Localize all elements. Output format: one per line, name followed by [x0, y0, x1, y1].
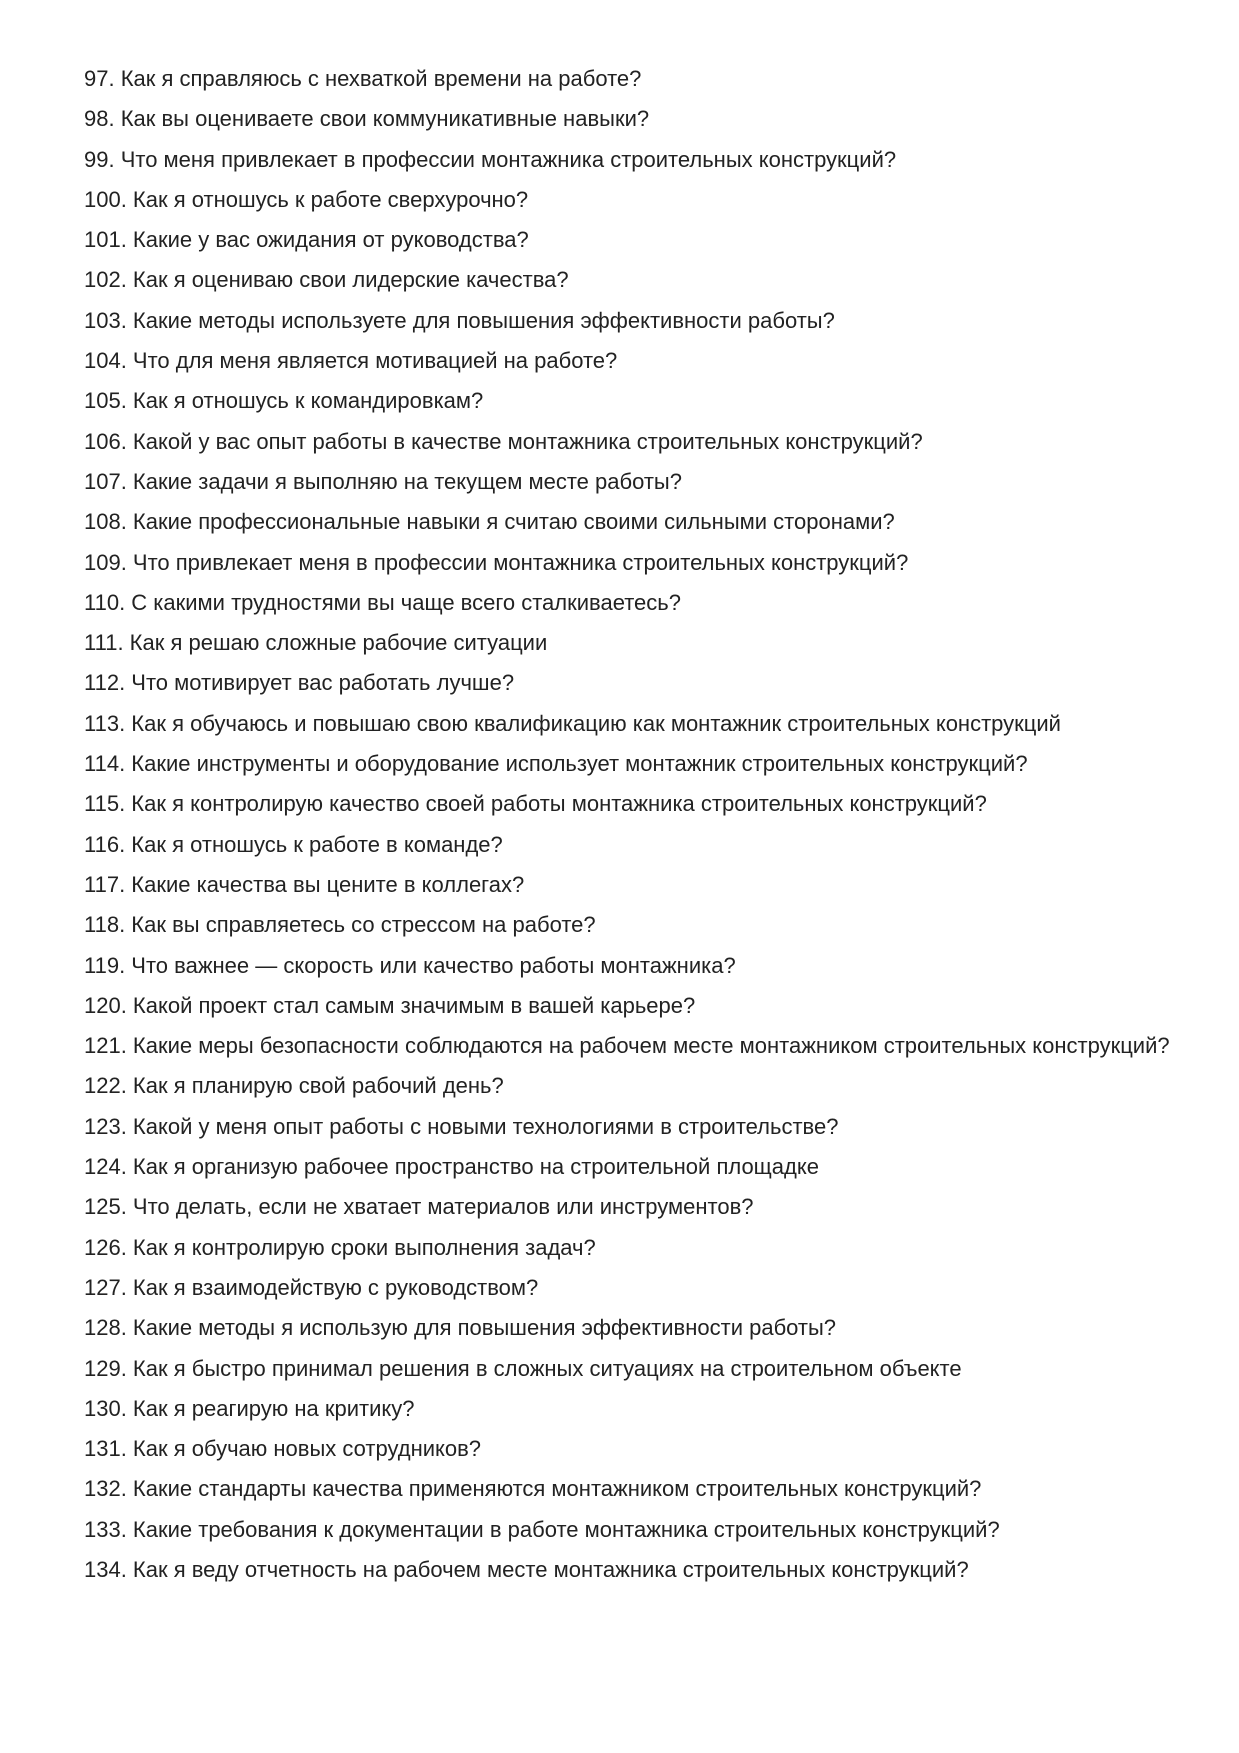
list-item: 112. Что мотивирует вас работать лучше?	[84, 670, 515, 696]
list-item: 128. Какие методы я использую для повышения эффективности работы?	[84, 1315, 837, 1341]
list-item: 118. Как вы справляетесь со стрессом на работе?	[84, 912, 596, 938]
list-item: 114. Какие инструменты и оборудование использует монтажник строительных конструкций?	[84, 751, 1028, 777]
list-item: 111. Как я решаю сложные рабочие ситуации	[84, 630, 548, 656]
question-list	[84, 59, 1184, 1590]
list-item: 129. Как я быстро принимал решения в сложных ситуациях на строительном объекте	[84, 1355, 962, 1381]
list-item: 99. Что меня привлекает в профессии монтажника строительных конструкций?	[84, 146, 897, 172]
list-item: 100. Как я отношусь к работе сверхурочно?	[84, 186, 529, 212]
list-item: 113. Как я обучаюсь и повышаю свою квалификацию как монтажник строительных конструкций	[84, 710, 1061, 736]
list-item: 127. Как я взаимодействую с руководством?	[84, 1274, 539, 1300]
list-item: 125. Что делать, если не хватает материалов или инструментов?	[84, 1194, 754, 1220]
list-item: 109. Что привлекает меня в профессии монтажника строительных конструкций?	[84, 549, 909, 575]
list-item: 124. Как я организую рабочее пространство на строительной площадке	[84, 1154, 819, 1180]
list-item: 121. Какие меры безопасности соблюдаются на рабочем месте монтажником строительных конструкций?	[84, 1033, 1170, 1059]
list-item: 120. Какой проект стал самым значимым в вашей карьере?	[84, 992, 696, 1018]
list-item: 110. С какими трудностями вы чаще всего сталкиваетесь?	[84, 589, 681, 615]
list-item: 130. Как я реагирую на критику?	[84, 1395, 415, 1421]
list-item: 98. Как вы оцениваете свои коммуникативные навыки?	[84, 106, 650, 132]
list-item: 102. Как я оцениваю свои лидерские качества?	[84, 267, 569, 293]
list-item: 122. Как я планирую свой рабочий день?	[84, 1073, 504, 1099]
list-item: 116. Как я отношусь к работе в команде?	[84, 831, 503, 857]
list-item: 101. Какие у вас ожидания от руководства?	[84, 227, 529, 253]
list-item: 133. Какие требования к документации в работе монтажника строительных конструкций?	[84, 1516, 1000, 1542]
list-item: 123. Какой у меня опыт работы с новыми технологиями в строительстве?	[84, 1113, 839, 1139]
list-item: 97. Как я справляюсь с нехваткой времени на работе?	[84, 66, 642, 91]
list-item: 131. Как я обучаю новых сотрудников?	[84, 1436, 482, 1462]
list-item: 119. Что важнее — скорость или качество работы монтажника?	[84, 952, 736, 978]
list-item: 115. Как я контролирую качество своей работы монтажника строительных конструкций?	[84, 791, 987, 817]
list-item: 134. Как я веду отчетность на рабочем месте монтажника строительных конструкций?	[84, 1556, 969, 1582]
list-item: 132. Какие стандарты качества применяются монтажником строительных конструкций?	[84, 1476, 982, 1502]
list-item: 104. Что для меня является мотивацией на работе?	[84, 348, 618, 374]
list-item: 103. Какие методы используете для повышения эффективности работы?	[84, 307, 835, 333]
list-item: 107. Какие задачи я выполняю на текущем месте работы?	[84, 468, 682, 494]
list-item: 108. Какие профессиональные навыки я считаю своими сильными сторонами?	[84, 509, 895, 535]
list-item: 117. Какие качества вы цените в коллегах?	[84, 871, 525, 897]
list-item: 106. Какой у вас опыт работы в качестве монтажника строительных конструкций?	[84, 428, 923, 454]
list-item: 105. Как я отношусь к командировкам?	[84, 388, 484, 414]
list-item: 126. Как я контролирую сроки выполнения задач?	[84, 1234, 596, 1260]
